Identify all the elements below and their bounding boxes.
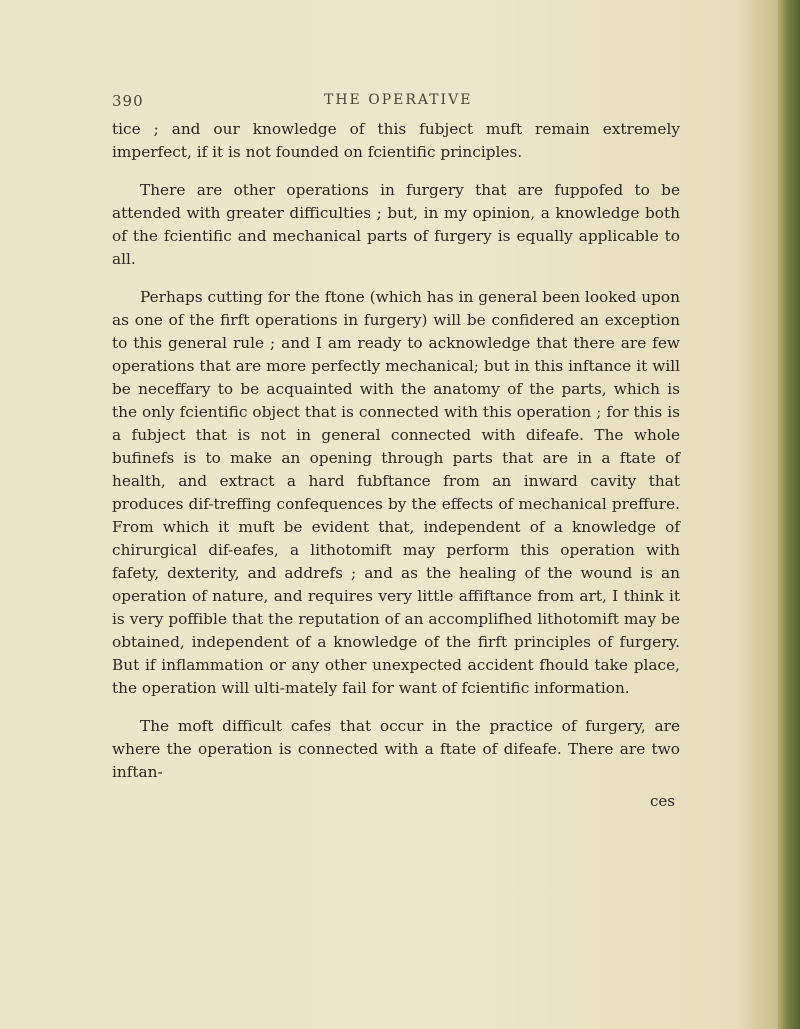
paragraph: Perhaps cutting for the ftone (which has in general been looked upon as one of the firft operations in furgery) will be confidered an exception to this general rule ; and I am ready to acknowledge that there are few operations that are more perfectly mechanical; but in this inftance it will be neceffary to be acquainted with the anatomy of the parts, which is the only fcientific object that is connected with this operation ; for this is a fubject that is not in general connected with difeafe. The whole bufinefs is to make an opening through parts that are in a ftate of health, and extract a hard fubftance from an inward cavity that produces dif-treffing confequences by the effects of mechanical preffure. From which it muft be evident that, independent of a knowledge of chirurgical dif-eafes, a lithotomift may perform this operation with fafety, dexterity, and addrefs ; and as the healing of the wound is an operation of nature, and requires very little affiftance from art, I think it is very poffible that the reputation of an accomplifhed lithotomift may be obtained, independent of a knowledge of the firft principles of furgery. But if inflammation or any other unexpected accident fhould take place, the operation will ulti-mately fail for want of fcientific information. [112,288,680,697]
paragraph: The moft difficult cafes that occur in the practice of furgery, are where the operation is connected with a ftate of difeafe. There are two inftan- [112,717,680,781]
running-head: THE OPERATIVE [324,92,473,108]
catchword: ces [650,792,675,810]
paragraph: tice ; and our knowledge of this fubject muft remain extremely imperfect, if it is not founded on fcientific principles. [112,120,680,161]
paragraph: There are other operations in furgery that are fuppofed to be attended with greater difficulties ; but, in my opinion, a knowledge both of the fcientific and mechanical parts of furgery is equally applicable to all. [112,181,680,268]
body-text [112,118,680,799]
page-number: 390 [112,92,144,110]
page-header [112,92,672,116]
book-spine-edge [778,0,800,1029]
